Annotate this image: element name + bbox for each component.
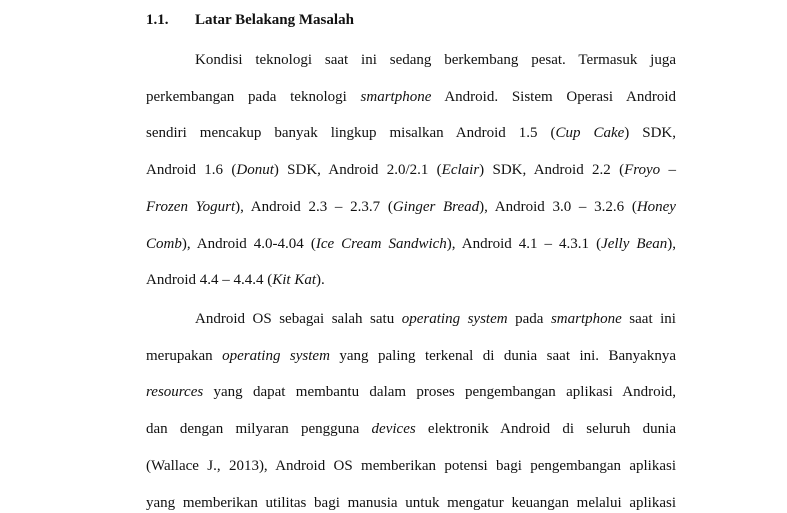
p2-line — [146, 456, 676, 476]
italic-text: resources — [146, 384, 204, 401]
italic-text: Ginger Bread — [392, 198, 480, 215]
italic-text: operating system — [401, 311, 508, 327]
text-segment: elektronik Android di seluruh dunia — [415, 421, 676, 438]
text-segment: merupakan — [146, 347, 223, 364]
p2-line — [146, 346, 676, 366]
text-segment: yang paling terkenal di dunia saat ini. Banyaknya — [329, 347, 676, 364]
text-segment: ) SDK, Android 2.2 ( — [479, 162, 625, 179]
p1-line — [146, 87, 676, 107]
text-segment: yang memberikan utilitas bagi manusia untuk mengatur keuangan melalui aplikasi — [146, 494, 676, 511]
text-segment: ), Android 3.0 – 3.2.6 ( — [479, 198, 637, 215]
p2-line — [146, 382, 676, 402]
italic-text: Cup Cake — [555, 125, 625, 142]
text-segment: (Wallace J., 2013), Android OS memberikan potensi bagi pengembangan aplikasi — [146, 457, 676, 474]
text-segment: sendiri mencakup banyak lingkup misalkan Android 1.5 ( — [146, 125, 556, 142]
text-segment: yang dapat membantu dalam proses pengembangan aplikasi Android, — [203, 384, 676, 401]
p1-line — [195, 50, 676, 70]
p1-line — [146, 160, 676, 180]
italic-text: operating system — [222, 347, 330, 364]
section-heading — [146, 12, 354, 29]
text-segment: pada — [507, 311, 551, 327]
italic-text: Comb — [146, 235, 182, 252]
italic-text: Froyo – — [624, 162, 676, 179]
text-segment: ), Android 4.0-4.04 ( — [181, 235, 316, 252]
p1-line — [146, 197, 676, 217]
text-segment: ), Android 4.1 – 4.3.1 ( — [446, 235, 602, 252]
p1-line — [146, 234, 676, 254]
italic-text: Honey — [636, 198, 676, 215]
p2-line — [146, 493, 676, 513]
section-number: 1.1. — [146, 12, 169, 28]
text-segment: saat ini — [621, 311, 676, 327]
italic-text: devices — [371, 421, 416, 438]
text-segment: ) SDK, Android 2.0/2.1 ( — [273, 162, 442, 179]
italic-text: Kit Kat — [272, 272, 317, 289]
text-segment: ), — [667, 235, 676, 252]
text-segment: Android 4.4 – 4.4.4 ( — [146, 272, 273, 289]
italic-text: Frozen Yogurt — [146, 198, 236, 215]
text-segment: Android OS sebagai salah satu — [195, 311, 402, 327]
p1-line — [146, 123, 676, 143]
text-segment: Kondisi teknologi saat ini sedang berkembang pesat. Termasuk juga — [195, 52, 676, 68]
text-segment: dan dengan milyaran pengguna — [146, 421, 372, 438]
section-title: Latar Belakang Masalah — [195, 12, 354, 28]
italic-text: smartphone — [360, 88, 432, 105]
text-segment: Android. Sistem Operasi Android — [431, 88, 676, 105]
italic-text: Donut — [236, 162, 274, 179]
text-segment: Android 1.6 ( — [146, 162, 237, 179]
text-segment: ). — [316, 272, 325, 289]
p2-line — [195, 309, 676, 329]
italic-text: Ice Cream Sandwich — [315, 235, 447, 252]
italic-text: Jelly Bean — [601, 235, 668, 252]
text-segment: perkembangan pada teknologi — [146, 88, 361, 105]
italic-text: Eclair — [441, 162, 480, 179]
italic-text: smartphone — [550, 311, 622, 327]
p1-line — [146, 270, 676, 290]
text-segment: ), Android 2.3 – 2.3.7 ( — [235, 198, 393, 215]
p2-line — [146, 419, 676, 439]
text-segment: ) SDK, — [624, 125, 676, 142]
